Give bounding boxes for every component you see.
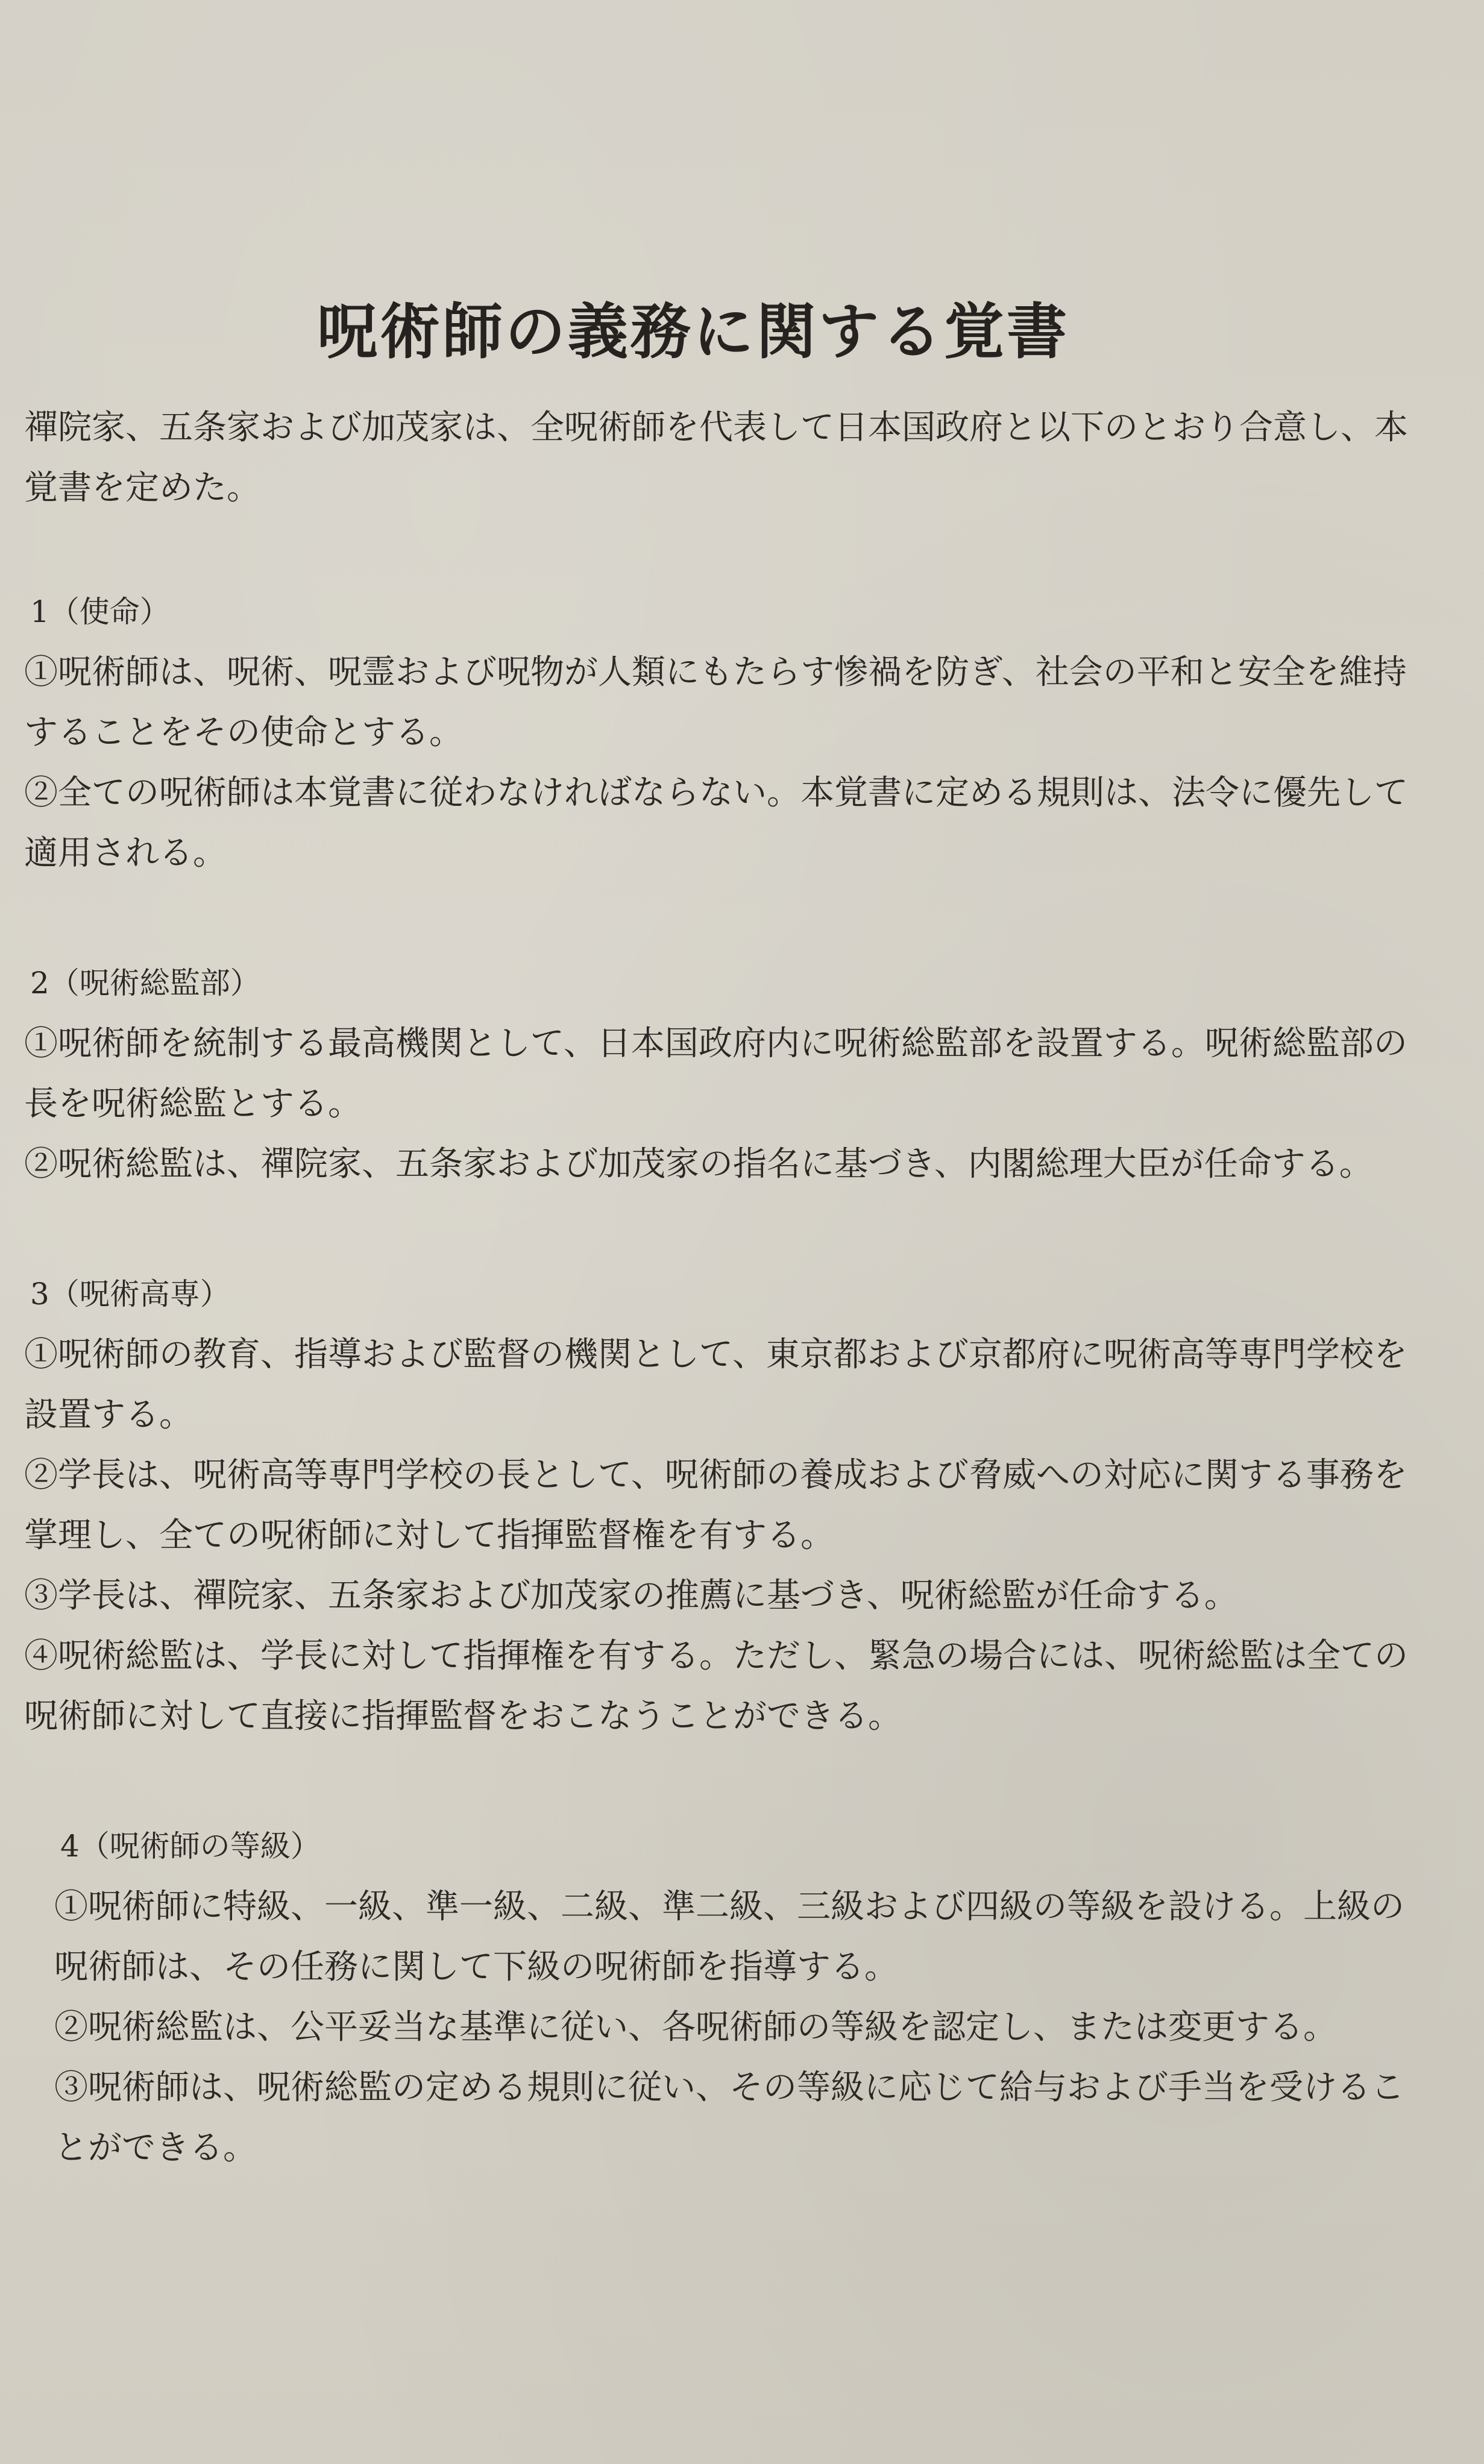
section-grades xyxy=(54,1819,1435,2178)
section-heading: 2（呪術総監部） xyxy=(30,966,260,1001)
section-heading: 4（呪術師の等級） xyxy=(60,1829,321,1864)
section-technical-college xyxy=(24,1267,1423,1747)
section-supervisory-department xyxy=(24,956,1423,1195)
section-paragraph: ②学長は、呪術高等専門学校の長として、呪術師の養成および脅威への対応に関する事務を掌理し、全ての呪術師に対して指揮監督権を有する。 xyxy=(24,1456,1407,1555)
section-paragraph: ②呪術総監は、禪院家、五条家および加茂家の指名に基づき、内閣総理大臣が任命する。 xyxy=(24,1145,1373,1184)
section-paragraph: ③学長は、禪院家、五条家および加茂家の推薦に基づき、呪術総監が任命する。 xyxy=(24,1576,1238,1615)
intro-paragraph: 禪院家、五条家および加茂家は、全呪術師を代表して日本国政府と以下のとおり合意し、本覚書を定めた。 xyxy=(24,408,1408,508)
section-heading: 3（呪術高専） xyxy=(30,1277,230,1312)
section-paragraph: ①呪術師は、呪術、呪霊および呪物が人類にもたらす惨禍を防ぎ、社会の平和と安全を維持することをその使命とする。 xyxy=(24,653,1407,752)
section-paragraph: ①呪術師を統制する最高機関として、日本国政府内に呪術総監部を設置する。呪術総監部の長を呪術総監とする。 xyxy=(24,1024,1407,1124)
section-paragraph: ①呪術師に特級、一級、準一級、二級、準二級、三級および四級の等級を設ける。上級の呪術師は、その任務に関して下級の呪術師を指導する。 xyxy=(54,1887,1404,1987)
section-paragraph: ①呪術師の教育、指導および監督の機関として、東京都および京都府に呪術高等専門学校を設置する。 xyxy=(24,1335,1407,1435)
section-mission xyxy=(24,585,1423,884)
section-paragraph: ④呪術総監は、学長に対して指揮権を有する。ただし、緊急の場合には、呪術総監は全ての呪術師に対して直接に指揮監督をおこなうことができる。 xyxy=(24,1636,1408,1736)
document-title: 呪術師の義務に関する覚書 xyxy=(317,296,1069,367)
section-paragraph: ②全ての呪術師は本覚書に従わなければならない。本覚書に定める規則は、法令に優先して適用される。 xyxy=(24,773,1408,873)
section-paragraph: ③呪術師は、呪術総監の定める規則に従い、その等級に応じて給与および手当を受けることができる。 xyxy=(54,2068,1404,2167)
section-heading: 1（使命） xyxy=(30,594,170,629)
section-paragraph: ②呪術総監は、公平妥当な基準に従い、各呪術師の等級を認定し、または変更する。 xyxy=(54,2008,1337,2047)
document-body xyxy=(24,398,1423,2251)
